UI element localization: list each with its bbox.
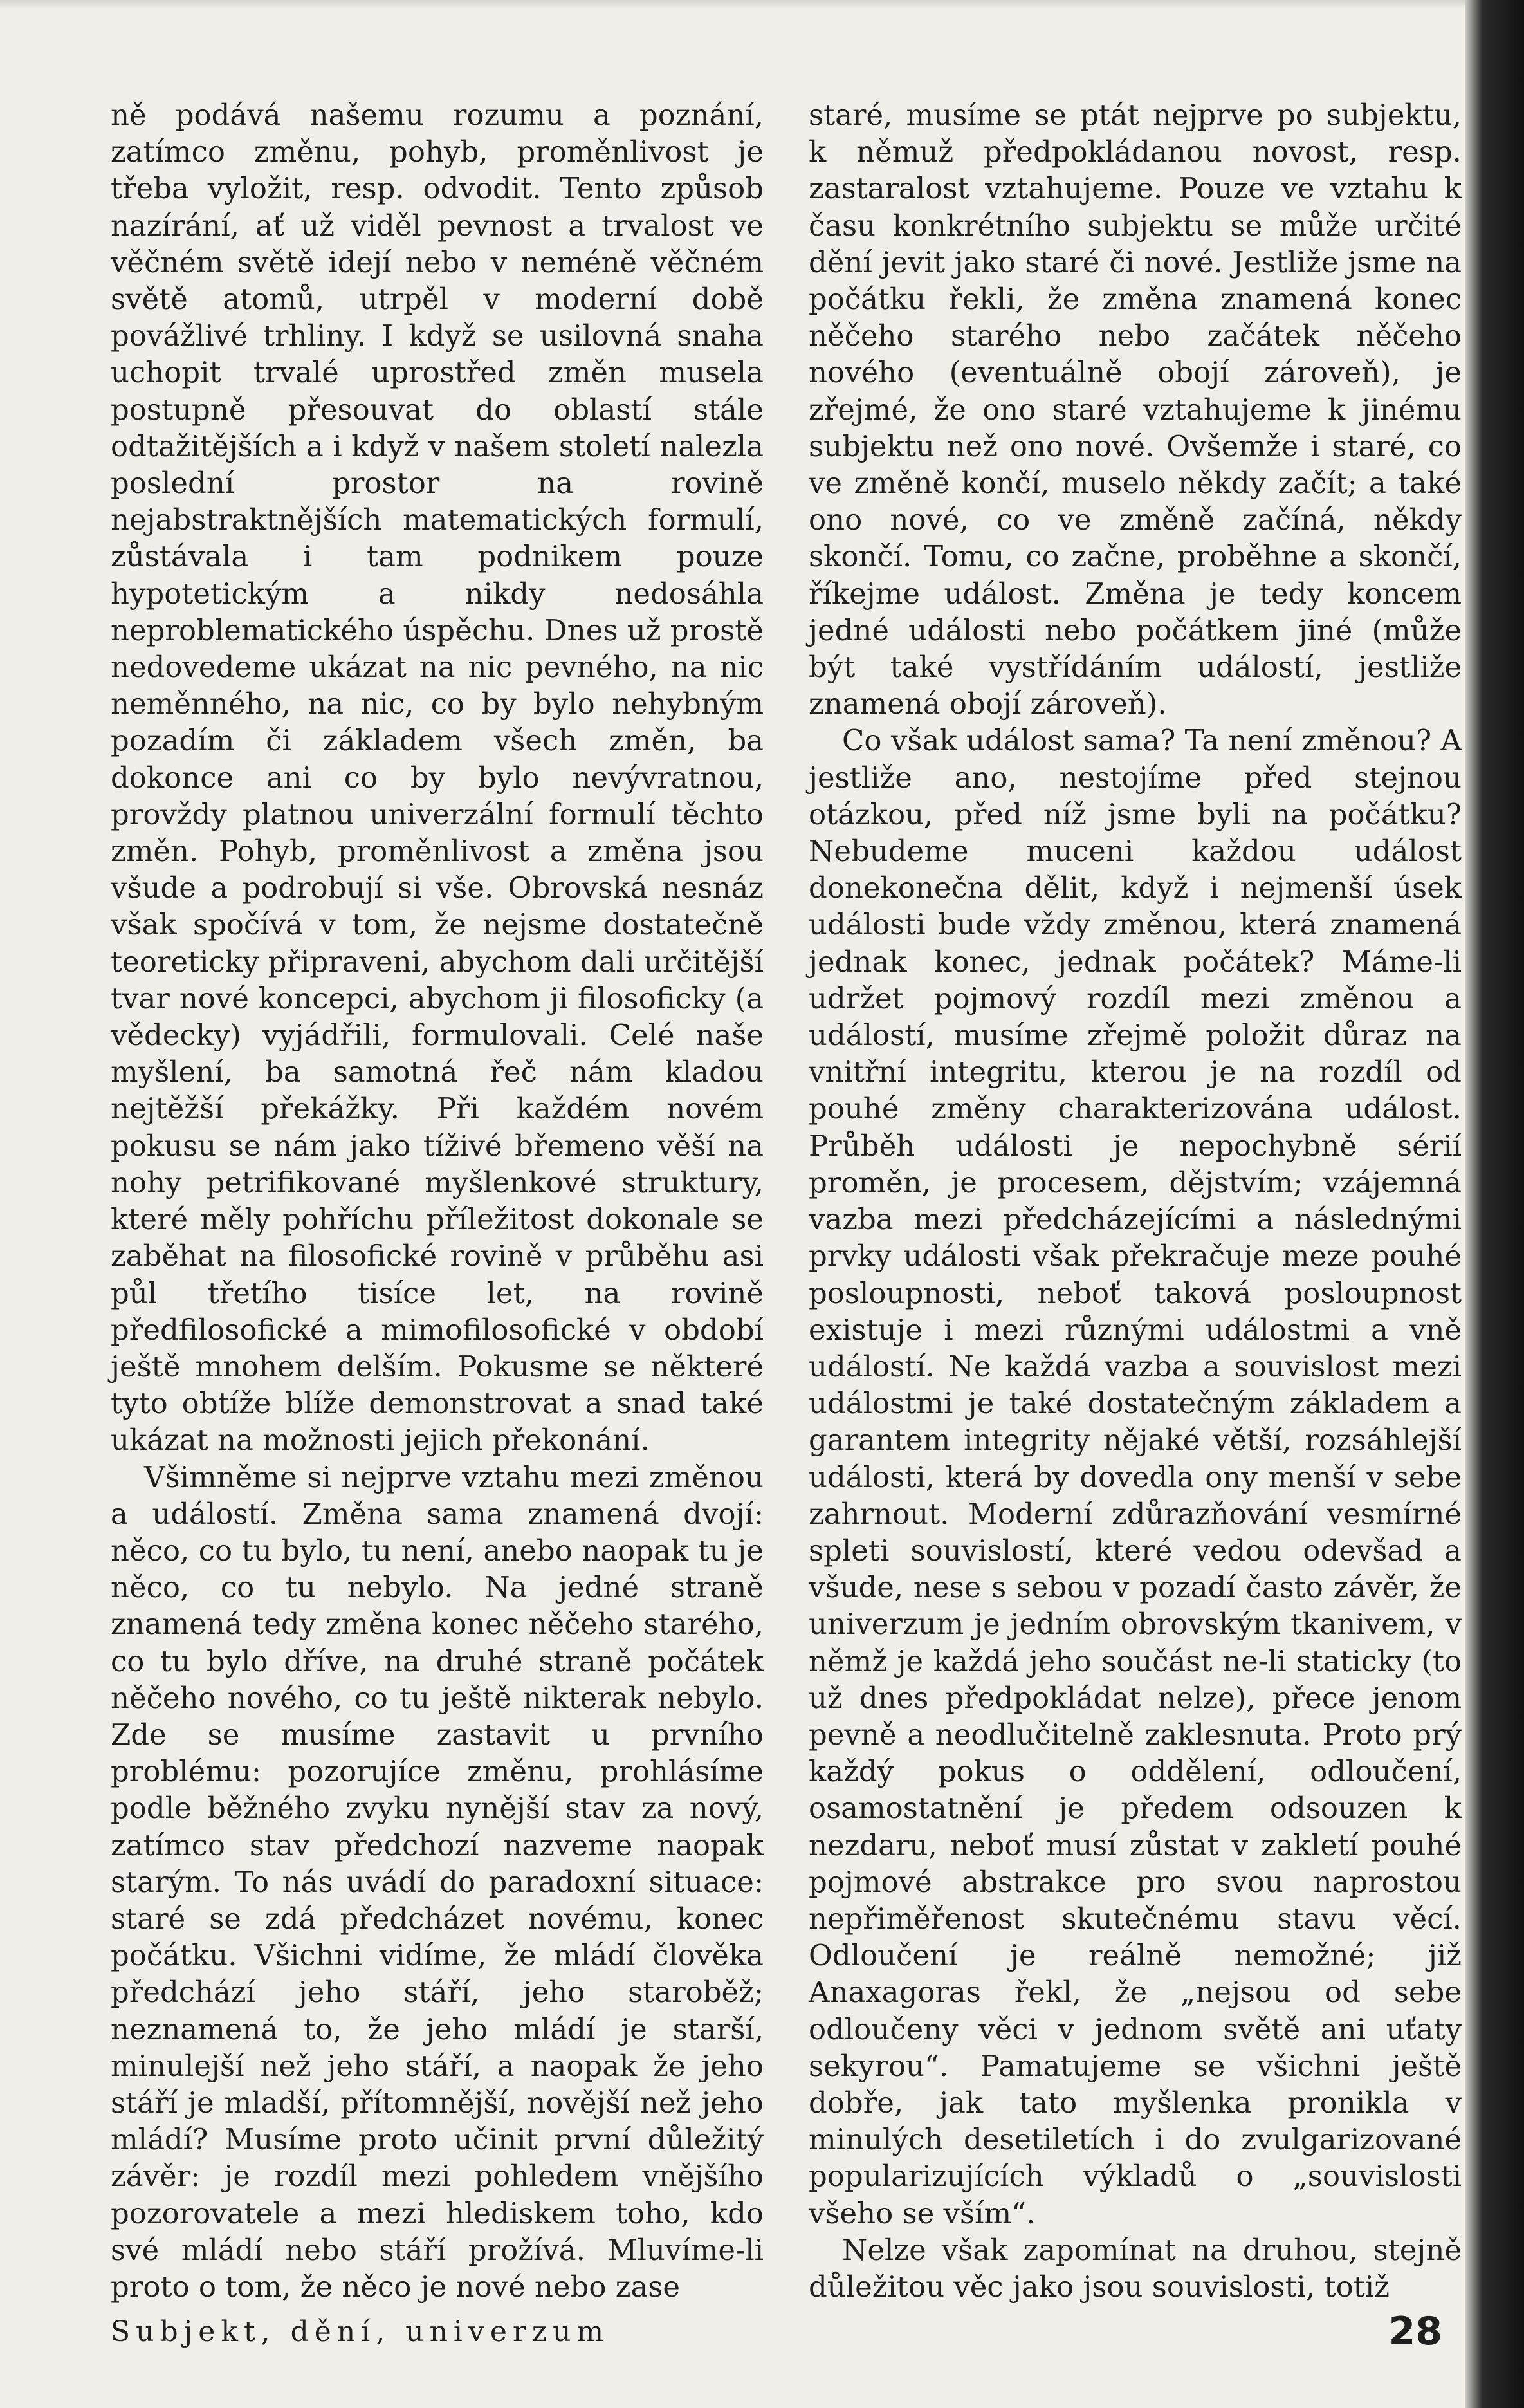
page-number: 28 <box>1388 2309 1442 2354</box>
right-paragraph-3: Nelze však zapomínat na druhou, stejně důležitou věc jako jsou souvislosti, totiž <box>809 2232 1462 2304</box>
book-spine-edge <box>1465 0 1524 2408</box>
left-paragraph-1: ně podává našemu rozumu a poznání, zatímco změnu, pohyb, proměnlivost je třeba vyložit, resp. odvodit. Tento způsob nazírání, ať už viděl pevnost a trvalost ve věčném světě idejí nebo v neméně věčném světě atomů, utrpěl v moderní době povážlivé trhliny. I když se usilovná snaha uchopit trvalé uprostřed změn musela postupně přesouvat do oblastí stále odtažitějších a i když v našem století nalezla poslední prostor na rovině nejabstraktnějších matematických formulí, zůstávala i tam podnikem pouze hypotetickým a nikdy nedosáhla neproblematického úspěchu. Dnes už prostě nedovedeme ukázat na nic pevného, na nic neměnného, na nic, co by bylo nehybným pozadím či základem všech změn, ba dokonce ani co by bylo nevývratnou, provždy platnou univerzální formulí těchto změn. Pohyb, proměnlivost a změna jsou všude a podrobují si vše. Obrovská nesnáz však spočívá v tom, že nejsme dostatečně teoreticky připraveni, abychom dali určitější tvar nové koncepci, abychom ji filosoficky (a vědecky) vyjádřili, formulovali. Celé naše myšlení, ba samotná řeč nám kladou nejtěžší překážky. Při každém novém pokusu se nám jako tíživé břemeno věší na nohy petrifikované myšlenkové struktury, které měly pohříchu příležitost dokonale se zaběhat na filosofické rovině v průběhu asi půl třetího tisíce let, na rovině předfilosofické a mimofilosofické v období ještě mnohem delším. Pokusme se některé tyto obtíže blíže demonstrovat a snad také ukázat na možnosti jejich překonání. <box>111 98 764 1458</box>
page-top-shadow <box>0 0 1524 9</box>
left-text-column <box>111 97 764 2305</box>
page-footer <box>111 2309 1442 2354</box>
running-footer-title: Subjekt, dění, univerzum <box>111 2315 610 2348</box>
right-text-column <box>809 97 1462 2305</box>
left-paragraph-2: Všimněme si nejprve vztahu mezi změnou a událostí. Změna sama znamená dvojí: něco, co tu bylo, tu není, anebo naopak tu je něco, co tu nebylo. Na jedné straně znamená tedy změna konec něčeho starého, co tu bylo dříve, na druhé straně počátek něčeho nového, co tu ještě nikterak nebylo. Zde se musíme zastavit u prvního problému: pozorujíce změnu, prohlásíme podle běžného zvyku nynější stav za nový, zatímco stav předchozí nazveme naopak starým. To nás uvádí do paradoxní situace: staré se zdá předcházet novému, konec počátku. Všichni vidíme, že mládí člověka předchází jeho stáří, jeho staroběž; neznamená to, že jeho mládí je starší, minulejší než jeho stáří, a naopak že jeho stáří je mladší, přítomnější, novější než jeho mládí? Musíme proto učinit první důležitý závěr: je rozdíl mezi pohledem vnějšího pozorovatele a mezi hlediskem toho, kdo své mládí nebo stáří prožívá. Mluvíme-li proto o tom, že něco je nové nebo zase <box>111 1459 764 2304</box>
right-paragraph-1: staré, musíme se ptát nejprve po subjektu, k němuž předpokládanou novost, resp. zastaralost vztahujeme. Pouze ve vztahu k času konkrétního subjektu se může určité dění jevit jako staré či nové. Jestliže jsme na počátku řekli, že změna znamená konec něčeho starého nebo začátek něčeho nového (eventuálně obojí zároveň), je zřejmé, že ono staré vztahujeme k jinému subjektu než ono nové. Ovšemže i staré, co ve změně končí, muselo někdy začít; a také ono nové, co ve změně začíná, někdy skončí. Tomu, co začne, proběhne a skončí, říkejme událost. Změna je tedy koncem jedné události nebo počátkem jiné (může být také vystřídáním událostí, jestliže znamená obojí zároveň). <box>809 98 1462 721</box>
right-paragraph-2: Co však událost sama? Ta není změnou? A jestliže ano, nestojíme před stejnou otázkou, před níž jsme byli na počátku? Nebudeme muceni každou událost donekonečna dělit, když i nejmenší úsek události bude vždy změnou, která znamená jednak konec, jednak počátek? Máme-li udržet pojmový rozdíl mezi změnou a událostí, musíme zřejmě položit důraz na vnitřní integritu, kterou je na rozdíl od pouhé změny charakterizována událost. Průběh události je nepochybně sérií proměn, je procesem, dějstvím; vzájemná vazba mezi předcházejícími a následnými prvky události však překračuje meze pouhé posloupnosti, neboť taková posloupnost existuje i mezi různými událostmi a vně událostí. Ne každá vazba a souvislost mezi událostmi je také dostatečným základem a garantem integrity nějaké větší, rozsáhlejší události, která by dovedla ony menší v sebe zahrnout. Moderní zdůrazňování vesmírné spleti souvislostí, které vedou odevšad a všude, nese s sebou v pozadí často závěr, že univerzum je jedním obrovským tkanivem, v němž je každá jeho součást ne-li staticky (to už dnes předpokládat nelze), přece jenom pevně a neodlučitelně zaklesnuta. Proto prý každý pokus o oddělení, odloučení, osamostatnění je předem odsouzen k nezdaru, neboť musí zůstat v zakletí pouhé pojmové abstrakce pro svou naprostou nepřiměřenost skutečnému stavu věcí. Odloučení je reálně nemožné; již Anaxagoras řekl, že „nejsou od sebe odloučeny věci v jednom světě ani uťaty sekyrou“. Pamatujeme se všichni ještě dobře, jak tato myšlenka pronikla v minulých desetiletích i do zvulgarizované popularizujících výkladů o „souvislosti všeho se vším“. <box>809 723 1462 2230</box>
